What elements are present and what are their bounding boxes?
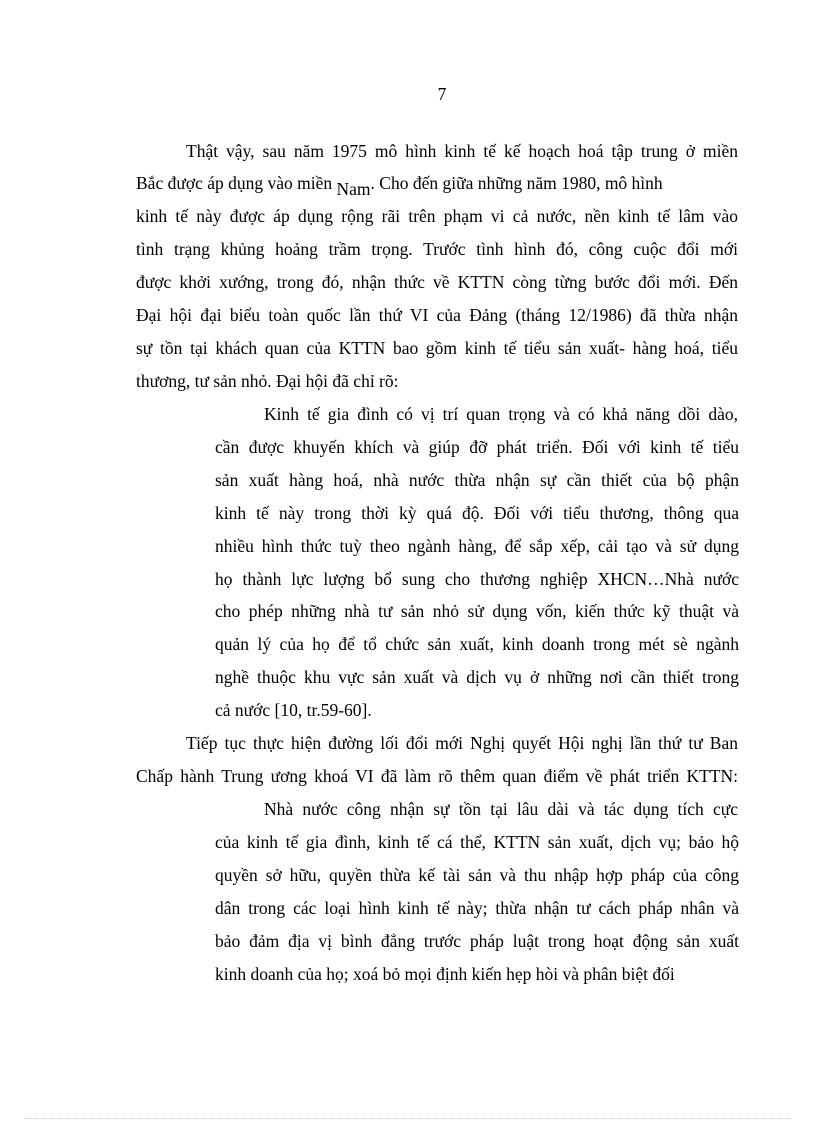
quote-line: dân trong các loại hình kinh tế này; thừa nhận tư cách pháp nhân và xyxy=(215,898,739,918)
paragraph-line: kinh tế này được áp dụng rộng rãi trên phạm vi cả nước, nền kinh tế lâm vào xyxy=(136,206,738,226)
paragraph-line: tình trạng khủng hoảng trầm trọng. Trước tình hình đó, công cuộc đổi mới xyxy=(136,239,738,259)
footer-divider xyxy=(24,1118,792,1119)
paragraph-line: Thật vậy, sau năm 1975 mô hình kinh tế kế hoạch hoá tập trung ở miền xyxy=(186,141,738,161)
quote-line: nghề thuộc khu vực sản xuất và dịch vụ ở những nơi cần thiết trong xyxy=(215,667,739,687)
quote-line: kinh tế này trong thời kỳ quá độ. Đối với tiểu thương, thông qua xyxy=(215,503,739,523)
quote-line: Nhà nước công nhận sự tồn tại lâu dài và tác dụng tích cực xyxy=(264,799,738,819)
quote-line: của kinh tế gia đình, kinh tế cá thể, KTTN sản xuất, dịch vụ; bảo hộ xyxy=(215,832,739,852)
paragraph-line: thương, tư sản nhỏ. Đại hội đã chỉ rõ: xyxy=(136,371,399,391)
quote-line: bảo đảm địa vị bình đẳng trước pháp luật trong hoạt động sản xuất xyxy=(215,931,739,951)
paragraph-line: Đại hội đại biểu toàn quốc lần thứ VI của Đảng (tháng 12/1986) đã thừa nhận xyxy=(136,305,738,325)
text-span: Bắc được áp dụng vào miền xyxy=(136,173,333,193)
text-span: . Cho đến giữa những năm 1980, mô hình xyxy=(370,173,663,193)
line-segment xyxy=(136,172,663,199)
quote-line: cho phép những nhà tư sản nhỏ sử dụng vốn, kiến thức kỹ thuật và xyxy=(215,601,739,621)
dropped-word: Nam xyxy=(336,179,371,199)
quote-line: cần được khuyến khích và giúp đỡ phát triển. Đối với kinh tế tiểu xyxy=(215,437,739,457)
quote-line: Kinh tế gia đình có vị trí quan trọng và có khả năng dồi dào, xyxy=(264,404,738,424)
paragraph-line xyxy=(136,172,738,199)
paragraph-line: được khởi xướng, trong đó, nhận thức về KTTN còng từng bước đổi mới. Đến xyxy=(136,272,738,292)
quote-line: sản xuất hàng hoá, nhà nước thừa nhận sự cần thiết của bộ phận xyxy=(215,470,739,490)
quote-line: nhiều hình thức tuỳ theo ngành hàng, để sắp xếp, cải tạo và sử dụng xyxy=(215,536,739,556)
paragraph-line: Tiếp tục thực hiện đường lối đổi mới Nghị quyết Hội nghị lần thứ tư Ban xyxy=(186,733,738,753)
quote-line: kinh doanh của họ; xoá bỏ mọi định kiến hẹp hòi và phân biệt đối xyxy=(215,964,675,984)
paragraph-line: Chấp hành Trung ương khoá VI đã làm rõ thêm quan điểm về phát triển KTTN: xyxy=(136,766,738,786)
quote-line: họ thành lực lượng bổ sung cho thương nghiệp XHCN…Nhà nước xyxy=(215,569,739,589)
paragraph-line: sự tồn tại khách quan của KTTN bao gồm kinh tế tiểu sản xuất- hàng hoá, tiểu xyxy=(136,338,738,358)
page-number: 7 xyxy=(437,84,447,104)
quote-line: cả nước [10, tr.59-60]. xyxy=(215,700,372,720)
quote-line: quyền sở hữu, quyền thừa kế tài sản và thu nhập hợp pháp của công xyxy=(215,865,739,885)
quote-line: quản lý của họ để tổ chức sản xuất, kinh doanh trong mét sè ngành xyxy=(215,634,739,654)
